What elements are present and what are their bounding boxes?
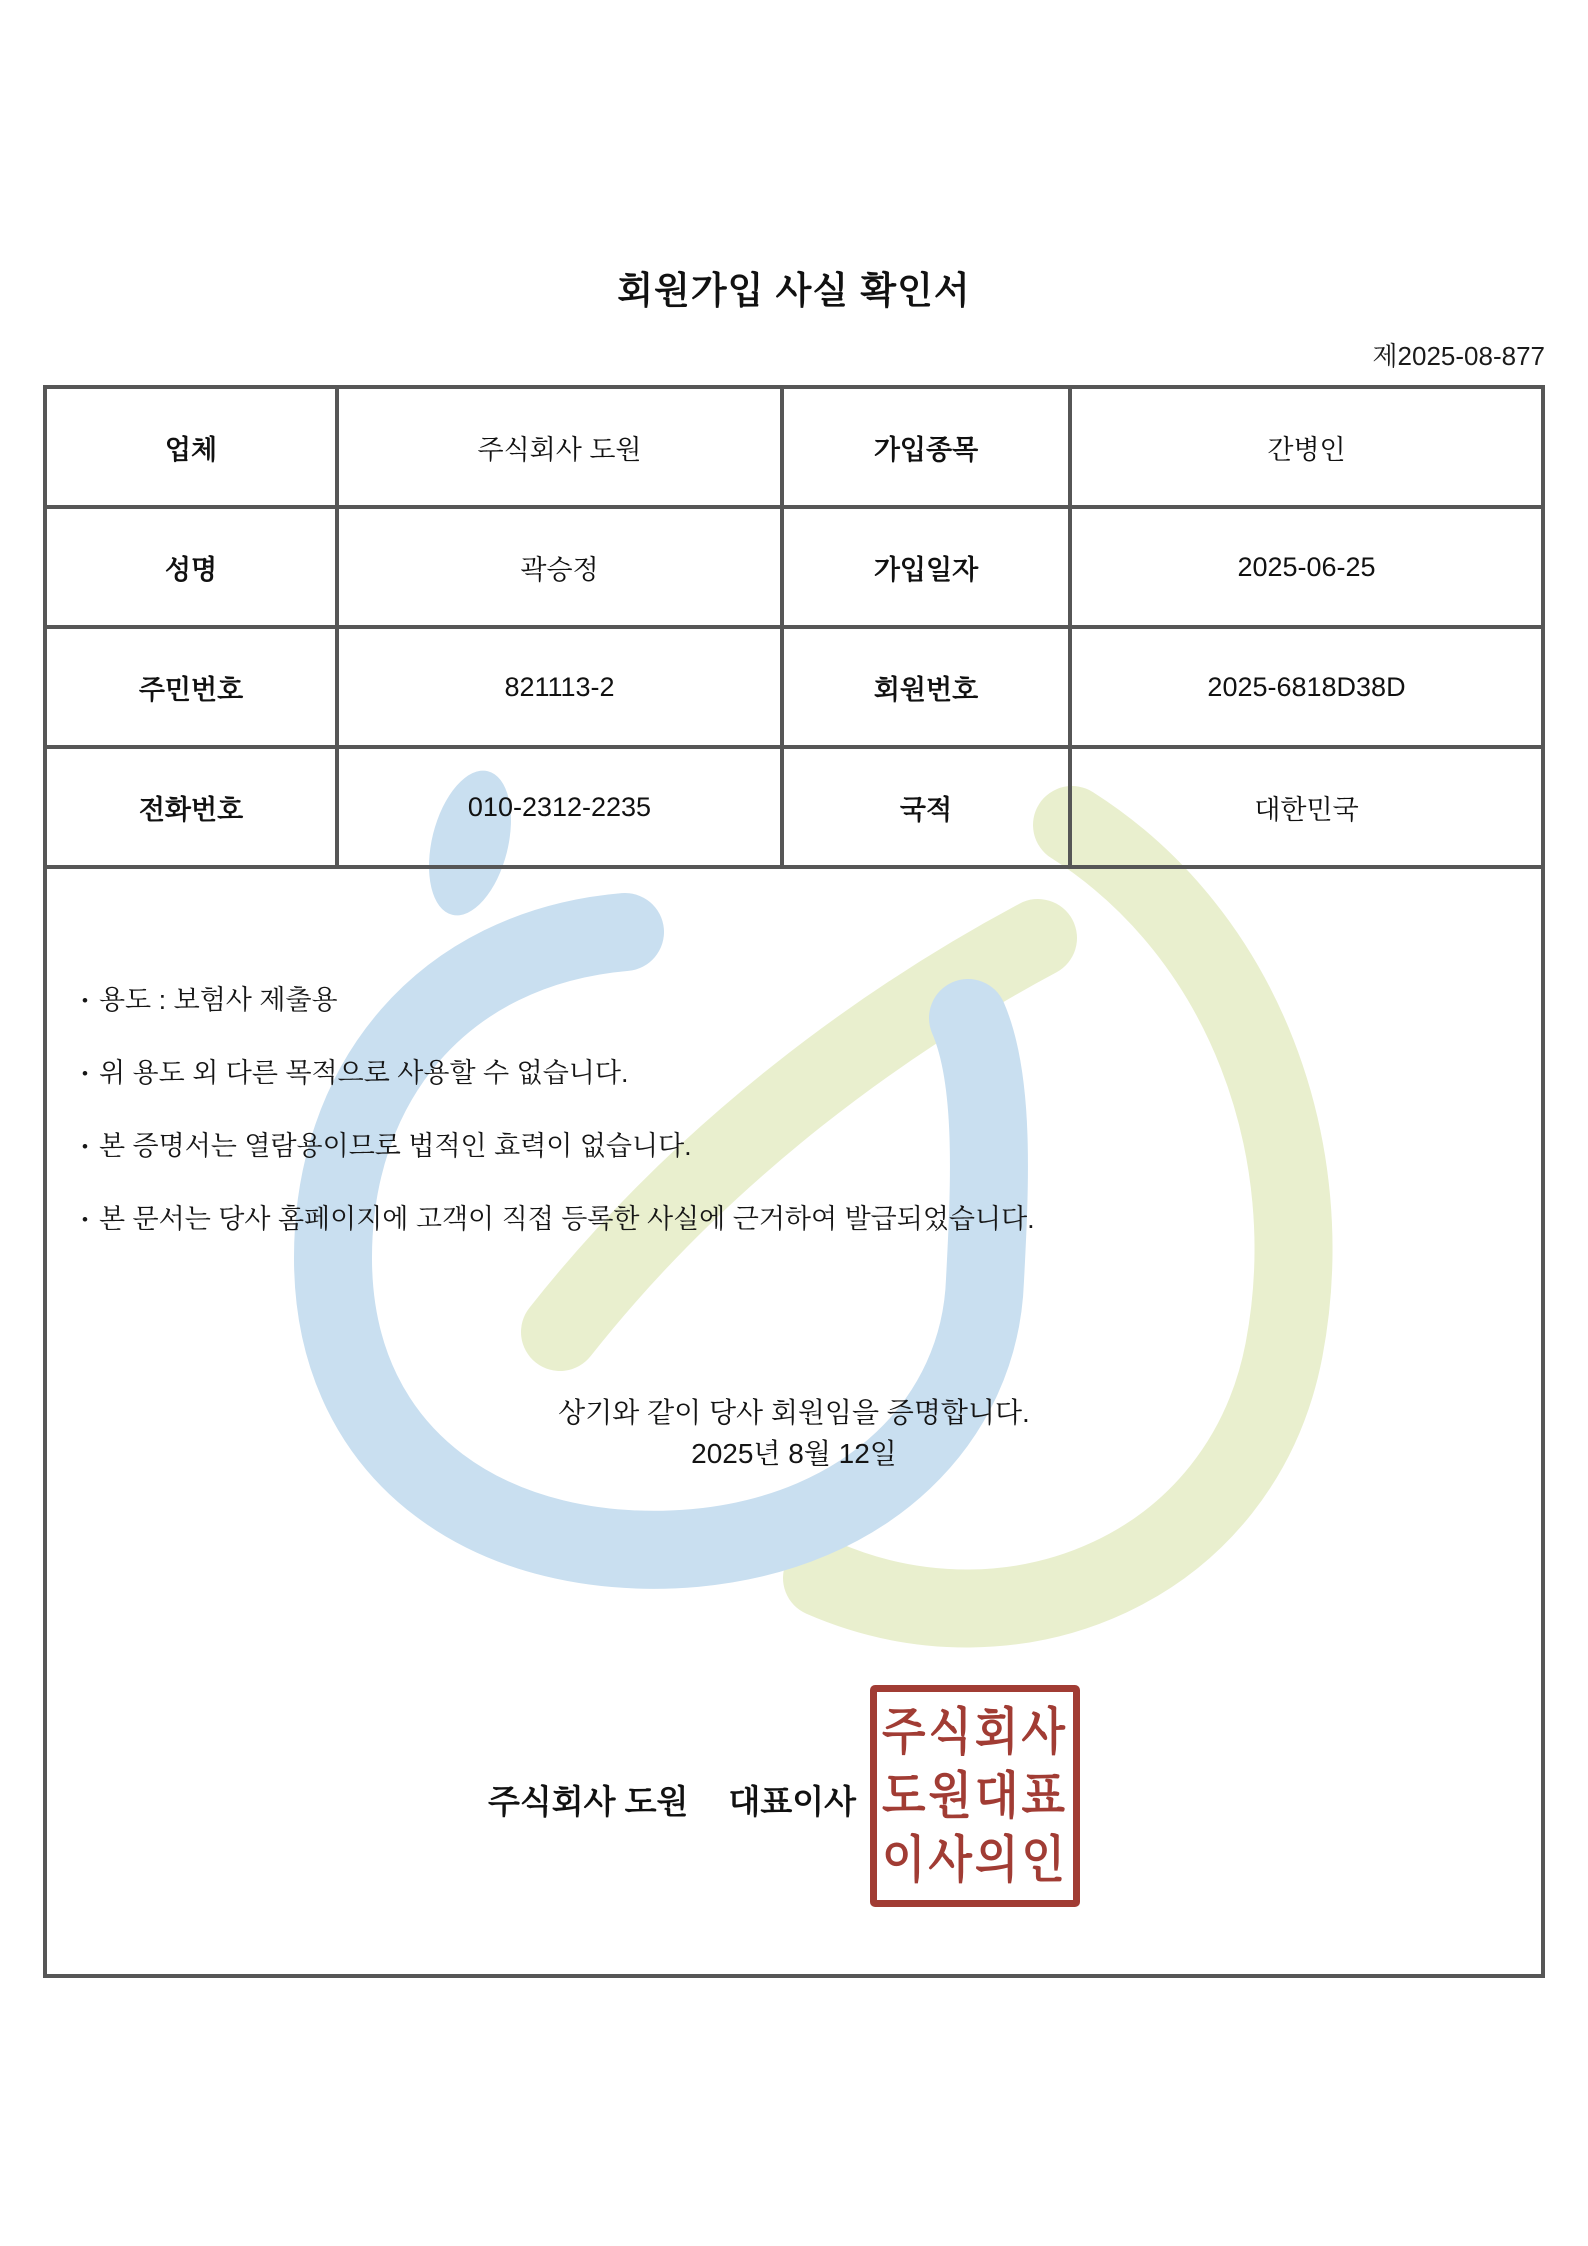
table-label-company: 업체 (47, 389, 339, 509)
table-value-resident-no: 821113-2 (339, 629, 784, 749)
note-item (82, 1128, 1035, 1165)
table-value-name: 곽승정 (339, 509, 784, 629)
note-text: 본 증명서는 열람용이므로 법적인 효력이 없습니다. (98, 1131, 692, 1161)
table-value-member-no: 2025-6818D38D (1072, 629, 1541, 749)
company-name: 주식회사 도원 (488, 1783, 689, 1820)
note-item (82, 1055, 1035, 1092)
table-value-phone: 010-2312-2235 (339, 749, 784, 869)
table-label-resident-no: 주민번호 (47, 629, 339, 749)
note-item (82, 982, 1035, 1019)
bullet-icon: • (82, 1137, 88, 1156)
bullet-icon: • (82, 991, 88, 1010)
table-label-join-date: 가입일자 (784, 509, 1072, 629)
certify-line-2: 2025년 8월 12일 (691, 1438, 897, 1469)
table-value-nationality: 대한민국 (1072, 749, 1541, 869)
corporate-seal-stamp (870, 1685, 1080, 1907)
page-title: 회원가입 사실 확인서 (617, 270, 971, 311)
note-text: 위 용도 외 다른 목적으로 사용할 수 없습니다. (98, 1058, 629, 1088)
table-label-membership: 가입종목 (784, 389, 1072, 509)
seal-row: 이사의인 (882, 1830, 1068, 1888)
table-value-join-date: 2025-06-25 (1072, 509, 1541, 629)
table-label-nationality: 국적 (784, 749, 1072, 869)
signature-line (488, 1784, 856, 1820)
table-label-member-no: 회원번호 (784, 629, 1072, 749)
bullet-icon: • (82, 1064, 88, 1083)
representative-title: 대표이사 (728, 1783, 856, 1820)
table-label-phone: 전화번호 (47, 749, 339, 869)
doc-number: 제2025-08-877 (1372, 341, 1545, 371)
note-text: 용도 : 보험사 제출용 (98, 985, 338, 1015)
note-text: 본 문서는 당사 홈페이지에 고객이 직접 등록한 사실에 근거하여 발급되었습니다. (98, 1204, 1035, 1234)
table-value-company: 주식회사 도원 (339, 389, 784, 509)
seal-row: 도원대표 (882, 1766, 1068, 1824)
table-label-name: 성명 (47, 509, 339, 629)
bullet-icon: • (82, 1210, 88, 1229)
certify-line-1: 상기와 같이 당사 회원임을 증명합니다. (558, 1397, 1030, 1428)
certify-statement (0, 1392, 1588, 1474)
note-item (82, 1201, 1035, 1238)
table-value-membership: 간병인 (1072, 389, 1541, 509)
seal-row: 주식회사 (882, 1702, 1068, 1760)
notes-list (82, 982, 1035, 1274)
